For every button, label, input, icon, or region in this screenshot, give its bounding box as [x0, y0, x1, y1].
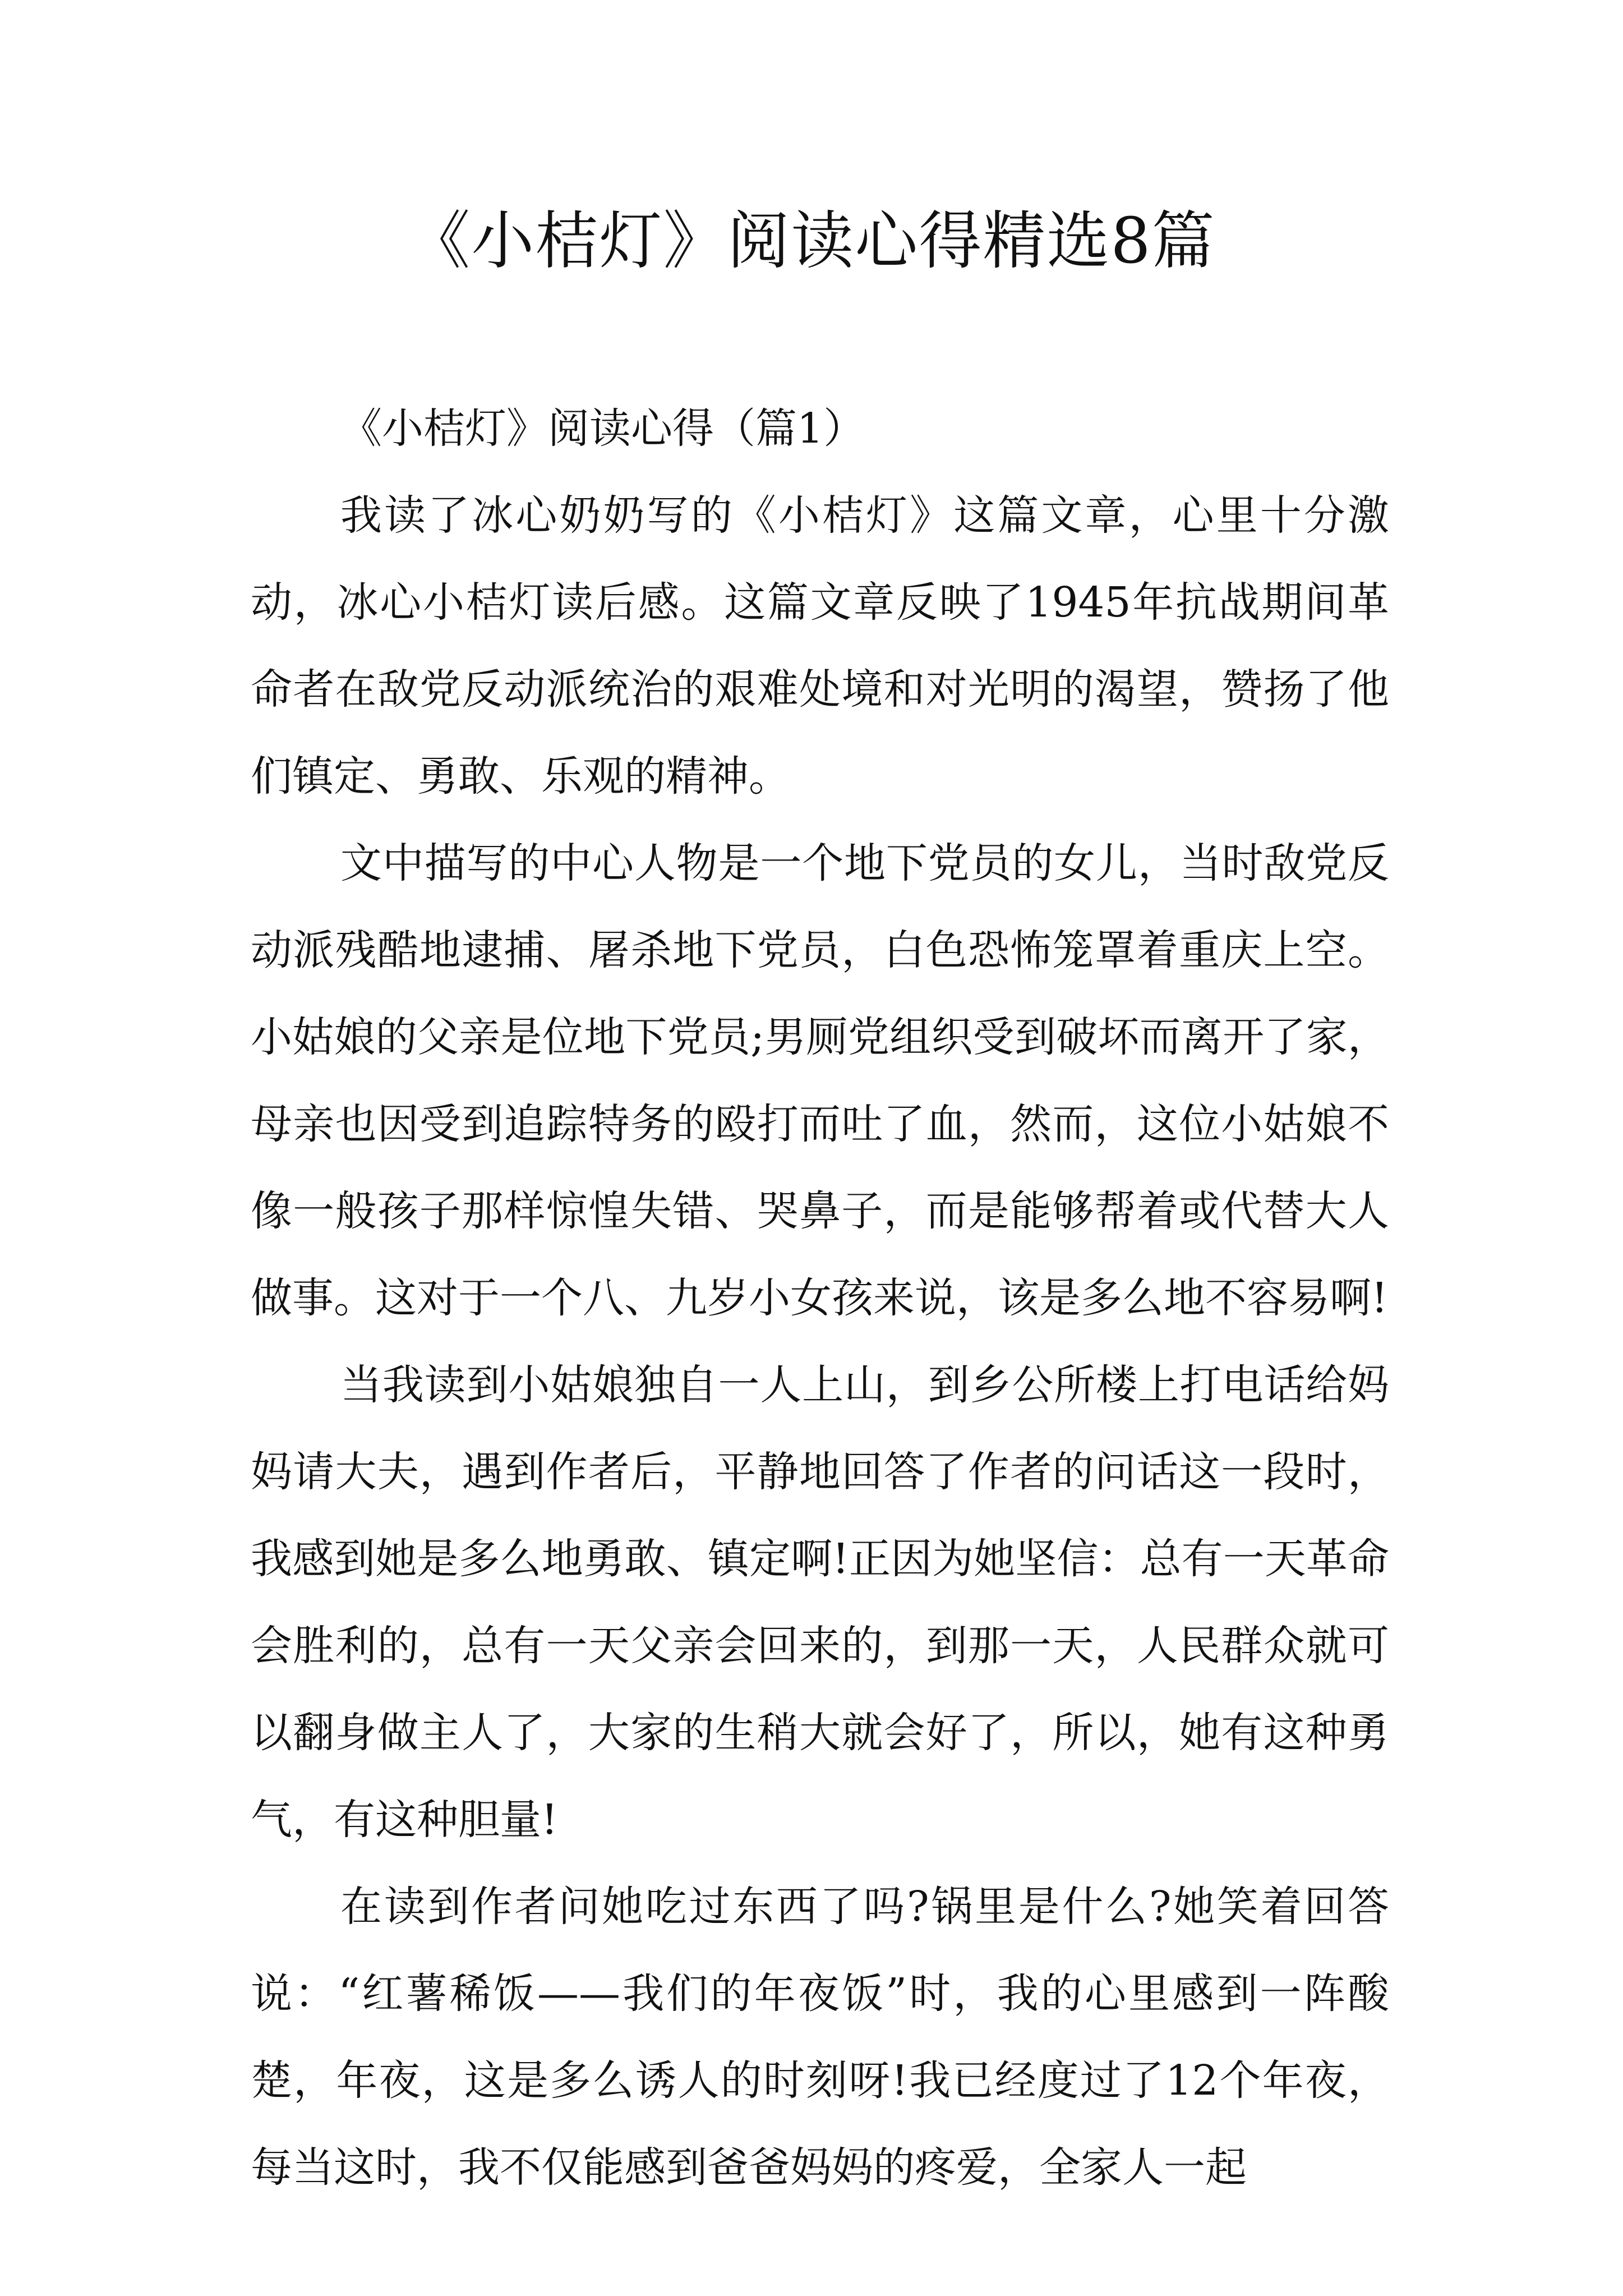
section-heading: 《小桔灯》阅读心得（篇1） [340, 404, 865, 453]
paragraph-2: 文中描写的中心人物是一个地下党员的女儿，当时敌党反动派残酷地逮捕、屠杀地下党员，白色恐怖笼罩着重庆上空。小姑娘的父亲是位地下党员;男厕党组织受到破坏而离开了家，母亲也因受到追踪特务的殴打而吐了血，然而，这位小姑娘不像一般孩子那样惊惶失错、哭鼻子，而是能够帮着或代替大人做事。这对于一个八、九岁小女孩来说，该是多么地不容易啊! [251, 839, 1389, 1322]
paragraph-1: 我读了冰心奶奶写的《小桔灯》这篇文章，心里十分激动，冰心小桔灯读后感。这篇文章反映了1945年抗战期间革命者在敌党反动派统治的艰难处境和对光明的渴望，赞扬了他们镇定、勇敢、乐观的精神。 [251, 491, 1389, 800]
document-title: 《小桔灯》阅读心得精选8篇 [407, 205, 1216, 278]
document-body [251, 385, 1389, 2211]
paragraph-4: 在读到作者问她吃过东西了吗?锅里是什么?她笑着回答说：“红薯稀饭——我们的年夜饭”时，我的心里感到一阵酸楚，年夜，这是多么诱人的时刻呀!我已经度过了12个年夜，每当这时，我不仅能感到爸爸妈妈的疼爱，全家人一起 [251, 1883, 1389, 2192]
paragraph-3: 当我读到小姑娘独自一人上山，到乡公所楼上打电话给妈妈请大夫，遇到作者后，平静地回答了作者的问话这一段时，我感到她是多么地勇敢、镇定啊!正因为她坚信：总有一天革命会胜利的，总有一天父亲会回来的，到那一天，人民群众就可以翻身做主人了，大家的生稍大就会好了，所以，她有这种勇气，有这种胆量! [251, 1361, 1389, 1844]
